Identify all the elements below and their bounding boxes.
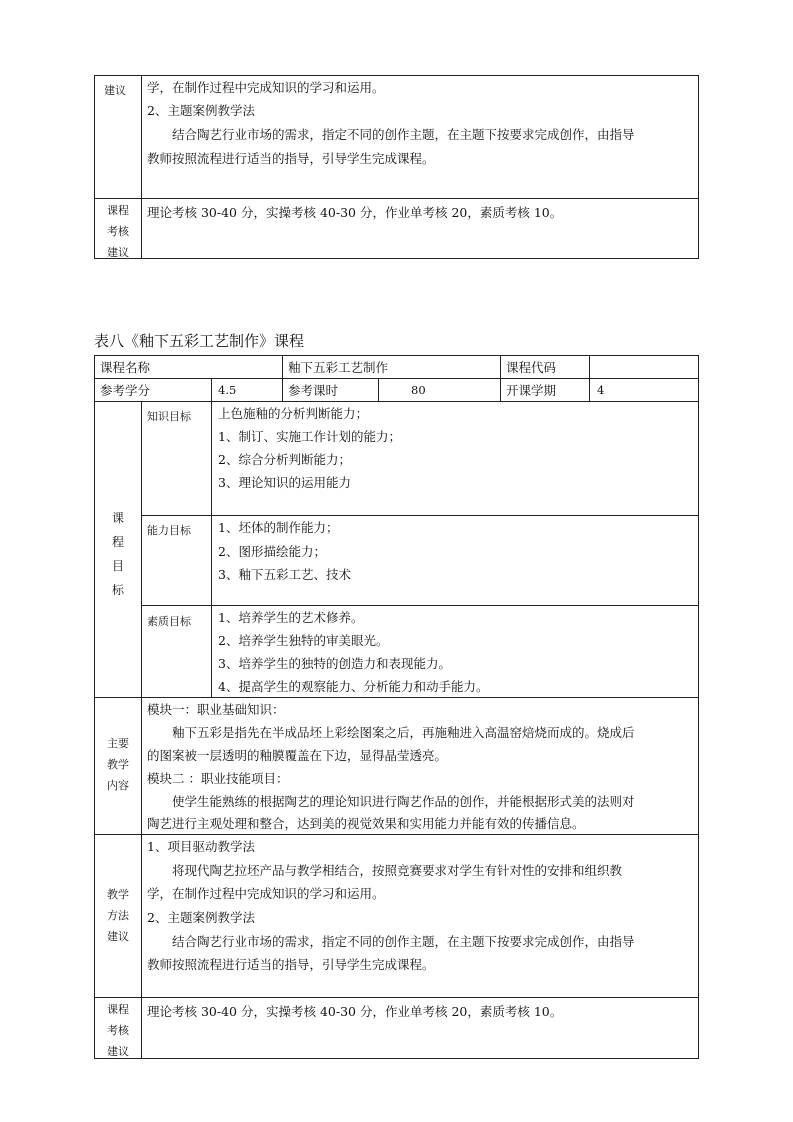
knowledge-line-1: 1、制订、实施工作计划的能力； [218, 429, 401, 444]
quality-line-2: 3、培养学生的独特的创造力和表现能力。 [218, 656, 451, 671]
ability-goal-label: 能力目标 [147, 524, 191, 537]
module2-title: 模块二 ：职业技能项目： [147, 771, 289, 786]
quality-line-1: 2、培养学生独特的审美眼光。 [218, 633, 389, 648]
method-para2-line1: 结合陶艺行业市场的需求，指定不同的创作主题，在主题下按要求完成创作，由指导 [172, 934, 635, 949]
method-cont-line1: 学，在制作过程中完成知识的学习和运用。 [147, 80, 385, 95]
top-assess-text: 理论考核 30-40 分，实操考核 40-30 分，作业单考核 20，素质考核 10。 [147, 205, 563, 220]
method-para1-line1: 将现代陶艺拉坯产品与教学相结合，按照竞赛要求对学生有针对性的安排和组织教 [172, 863, 623, 878]
hours-value: 80 [411, 383, 426, 397]
top-assess-label: 课程 考核 建议 [107, 204, 129, 259]
table-title: 表八《釉下五彩工艺制作》课程 [94, 332, 305, 350]
assessment-text: 理论考核 30-40 分，实操考核 40-30 分，作业单考核 20，素质考核 10。 [147, 1004, 563, 1019]
knowledge-line-0: 上色施釉的分析判断能力； [218, 406, 369, 421]
quality-line-0: 1、培养学生的艺术修养。 [218, 610, 364, 625]
knowledge-line-3: 3、理论知识的运用能力 [218, 475, 351, 490]
method-cont-heading2: 2、主题案例教学法 [147, 103, 255, 118]
knowledge-goal-label: 知识目标 [147, 410, 191, 423]
course-code-label: 课程代码 [506, 360, 557, 375]
knowledge-line-2: 2、综合分析判断能力； [218, 452, 351, 467]
goals-section-label: 课 程 目 标 [111, 511, 124, 597]
credit-label: 参考学分 [100, 383, 151, 398]
module1-line1: 釉下五彩是指先在半成品坯上彩绘图案之后，再施釉进入高温窑焙烧而成的。烧成后 [172, 725, 635, 740]
module1-line2: 的图案被一层透明的釉膜覆盖在下边，显得晶莹透亮。 [147, 748, 448, 763]
ability-line-1: 2、图形描绘能力； [218, 544, 326, 559]
method-label-tail: 建议 [104, 84, 126, 97]
course-name-label: 课程名称 [100, 360, 151, 375]
content-label: 主要 教学 内容 [107, 737, 129, 792]
module1-title: 模块一：职业基础知识： [147, 702, 285, 717]
hours-label: 参考课时 [288, 383, 339, 398]
ability-line-2: 3、釉下五彩工艺、技术 [218, 567, 351, 582]
method-cont-para2-l1: 结合陶艺行业市场的需求，指定不同的创作主题，在主题下按要求完成创作，由指导 [172, 127, 635, 142]
method-para1-line2: 学，在制作过程中完成知识的学习和运用。 [147, 886, 385, 901]
ability-line-0: 1、坯体的制作能力； [218, 520, 339, 535]
course-name-value: 釉下五彩工艺制作 [288, 360, 389, 375]
module2-line1: 使学生能熟练的根据陶艺的理论知识进行陶艺作品的创作，并能根据形式美的法则对 [172, 794, 635, 809]
term-label: 开课学期 [506, 383, 557, 398]
credit-value: 4.5 [218, 383, 237, 397]
module2-line2: 陶艺进行主观处理和整合，达到美的视觉效果和实用能力并能有效的传播信息。 [147, 816, 585, 831]
method-label: 教学 方法 建议 [107, 888, 129, 943]
method-para2-line2: 教师按照流程进行适当的指导，引导学生完成课程。 [147, 957, 435, 972]
method-heading2: 2、主题案例教学法 [147, 910, 255, 925]
assessment-label: 课程 考核 建议 [107, 1003, 129, 1058]
method-heading1: 1、项目驱动教学法 [147, 839, 255, 854]
term-value: 4 [597, 383, 605, 397]
method-cont-para2-l2: 教师按照流程进行适当的指导，引导学生完成课程。 [147, 151, 435, 166]
quality-goal-label: 素质目标 [147, 615, 191, 628]
quality-line-3: 4、提高学生的观察能力、分析能力和动手能力。 [218, 679, 489, 694]
